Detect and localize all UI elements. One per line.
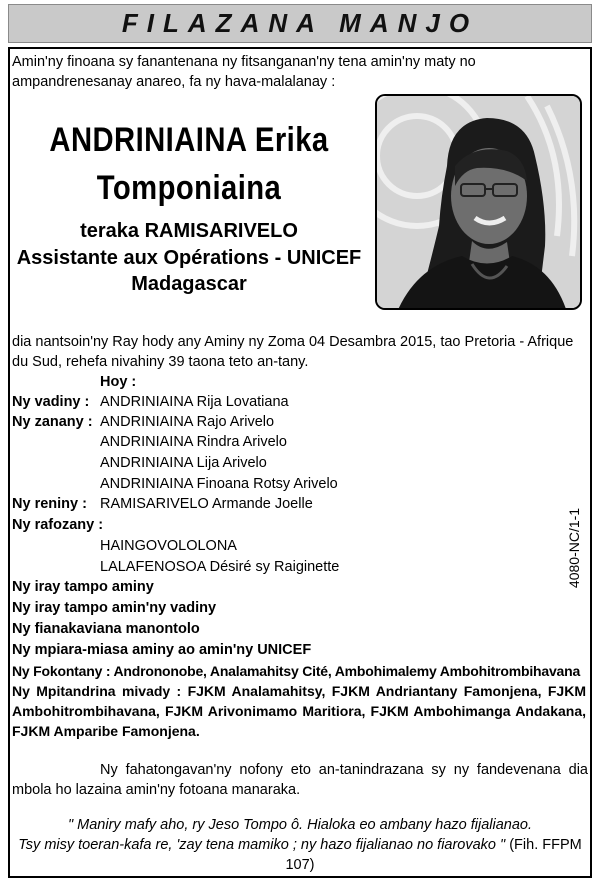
intro-text: Amin'ny finoana sy fanantenana ny fitsanganan'ny tena amin'ny maty no ampandrenesanay anareo, fa ny hava-malalanay : xyxy=(12,54,476,90)
header-banner xyxy=(8,4,592,43)
maiden-name: teraka RAMISARIVELO xyxy=(80,220,298,242)
deceased-name-line1: ANDRINIAINA Erika xyxy=(49,121,329,159)
death-notice-text: dia nantsoin'ny Ray hody any Aminy ny Zoma 04 Desambra 2015, tao Pretoria - Afrique du Sud, rehefa nivahiny 39 taona teto an-tany. xyxy=(12,334,574,370)
reniny-name: RAMISARIVELO Armande Joelle xyxy=(100,496,313,512)
vadiny-name: ANDRINIAINA Rija Lovatiana xyxy=(100,394,289,410)
hoy-label: Hoy : xyxy=(100,374,137,390)
group-line: Ny iray tampo aminy xyxy=(12,579,154,595)
banner-title: FILAZANA MANJO xyxy=(121,8,479,38)
deceased-name-line2: Tomponiaina xyxy=(96,169,282,207)
group-line: Ny iray tampo amin'ny vadiny xyxy=(12,600,217,616)
zanany-name: ANDRINIAINA Finoana Rotsy Arivelo xyxy=(100,476,338,492)
zanany-name: ANDRINIAINA Rajo Arivelo xyxy=(100,414,275,430)
rafozany-name: LALAFENOSOA Désiré sy Raiginette xyxy=(100,559,340,575)
reniny-label: Ny reniny : xyxy=(12,496,87,512)
zanany-label: Ny zanany : xyxy=(12,414,93,430)
country: Madagascar xyxy=(131,273,247,295)
zanany-name: ANDRINIAINA Lija Arivelo xyxy=(100,455,267,471)
rafozany-label: Ny rafozany : xyxy=(12,517,104,533)
vadiny-label: Ny vadiny : xyxy=(12,394,90,410)
group-line: Ny mpiara-miasa aminy ao amin'ny UNICEF xyxy=(12,642,312,658)
job-title: Assistante aux Opérations - UNICEF xyxy=(16,247,362,269)
hymn-reference: (Fih. FFPM 107) xyxy=(285,837,582,873)
closing-text: Ny fahatongavan'ny nofony eto an-tanindrazana sy ny fandevenana dia mbola ho lazaina amin'ny fotoana manaraka. xyxy=(12,762,588,798)
zanany-name: ANDRINIAINA Rindra Arivelo xyxy=(100,434,287,450)
mpitandrina-paragraph: Ny Mpitandrina mivady : FJKM Analamahitsy, FJKM Andriantany Famonjena, FJKM Ambohitrombihavana, FJKM Arivonimamo Maritiora, FJKM Ambohimanga Andakana, FJKM Amparibe Famonjena. xyxy=(12,683,586,739)
hymn-quote-line1: " Maniry mafy aho, ry Jeso Tompo ô. Hialoka eo ambany hazo fijalianao. xyxy=(67,817,532,833)
hymn-quote-line2: Tsy misy toeran-kafa re, 'zay tena mamiko ; ny hazo fijalianao no fiarovako " (Fih. FFPM 107) xyxy=(18,837,582,873)
portrait-photo xyxy=(375,94,582,310)
fokontany-line: Ny Fokontany : Andrononobe, Analamahitsy Cité, Ambohimalemy Ambohitrombihavana xyxy=(12,663,581,679)
rafozany-name: HAINGOVOLOLONA xyxy=(100,538,237,554)
portrait-image xyxy=(377,96,582,310)
reference-code: 4080-NC/1-1 xyxy=(566,507,582,589)
group-line: Ny fianakaviana manontolo xyxy=(12,621,200,637)
